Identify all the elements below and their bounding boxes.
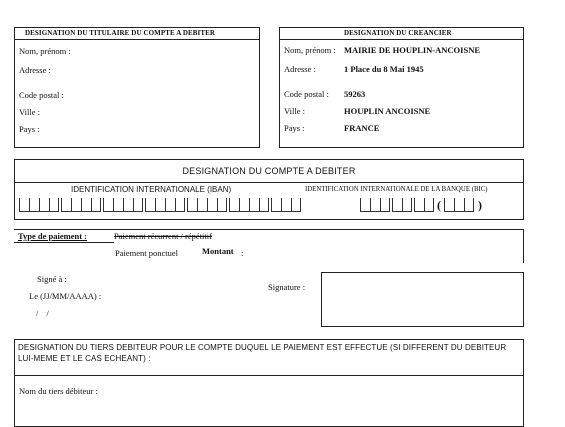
creditor-header-rule [280, 39, 523, 40]
amount-colon: : [241, 248, 244, 258]
creditor-address-value: 1 Place du 8 Mai 1945 [344, 64, 424, 74]
debtor-header-rule [15, 39, 259, 40]
debtor-address-label: Adresse : [19, 65, 51, 75]
debtor-name-label: Nom, prénom : [19, 46, 71, 56]
signature-box[interactable] [321, 272, 524, 327]
creditor-postal-label: Code postal : [284, 89, 329, 99]
creditor-name-value: MAIRIE DE HOUPLIN-ANCOISNE [344, 45, 481, 55]
creditor-address-label: Adresse : [284, 64, 316, 74]
creditor-country-label: Pays : [284, 123, 305, 133]
payment-type-label: Type de paiement : [18, 231, 88, 241]
creditor-city-value: HOUPLIN ANCOISNE [344, 106, 431, 116]
bic-paren-open: ( [437, 198, 441, 212]
amount-label: Montant [202, 246, 234, 256]
date-input[interactable]: / / [36, 308, 49, 318]
debtor-header: DESIGNATION DU TITULAIRE DU COMPTE A DEBITER [25, 29, 216, 37]
account-header-rule [15, 182, 523, 183]
payment-type-frame [14, 229, 524, 263]
creditor-city-label: Ville : [284, 106, 305, 116]
payment-recurring-option[interactable]: Paiement récurrent / répétitif [114, 231, 212, 241]
bic-fields[interactable] [360, 198, 500, 213]
payment-type-rule [14, 242, 114, 243]
iban-fields[interactable] [19, 198, 309, 213]
signature-label: Signature : [268, 282, 306, 292]
third-party-header-rule [15, 375, 523, 376]
iban-label: IDENTIFICATION INTERNATIONALE (IBAN) [71, 185, 232, 194]
creditor-header: DESIGNATION DU CREANCIER [344, 29, 452, 37]
debtor-postal-label: Code postal : [19, 90, 64, 100]
creditor-country-value: FRANCE [344, 123, 380, 133]
third-party-box [14, 339, 524, 427]
date-label: Le (JJ/MM/AAAA) : [29, 291, 102, 301]
debtor-box [14, 27, 260, 148]
third-party-header: DESIGNATION DU TIERS DEBITEUR POUR LE COMPTE DUQUEL LE PAIEMENT EST EFFECTUE (SI DIFFERENT DU DEBITEUR LUI-MEME ET LE CAS ECHEANT) : [18, 343, 507, 363]
account-header: DESIGNATION DU COMPTE A DEBITER [182, 166, 356, 176]
debtor-country-label: Pays : [19, 124, 40, 134]
creditor-box [279, 27, 524, 148]
payment-single-option[interactable]: Paiement ponctuel [115, 248, 179, 258]
debtor-city-label: Ville : [19, 107, 40, 117]
bic-label: IDENTIFICATION INTERNATIONALE DE LA BANQUE (BIC) [305, 186, 488, 193]
third-party-name-label: Nom du tiers débiteur : [19, 386, 98, 396]
account-box [14, 159, 524, 220]
creditor-postal-value: 59263 [344, 89, 366, 99]
bic-paren-close: ) [478, 198, 482, 212]
signed-at-label: Signé à : [37, 274, 67, 284]
creditor-name-label: Nom, prénom : [284, 45, 336, 55]
